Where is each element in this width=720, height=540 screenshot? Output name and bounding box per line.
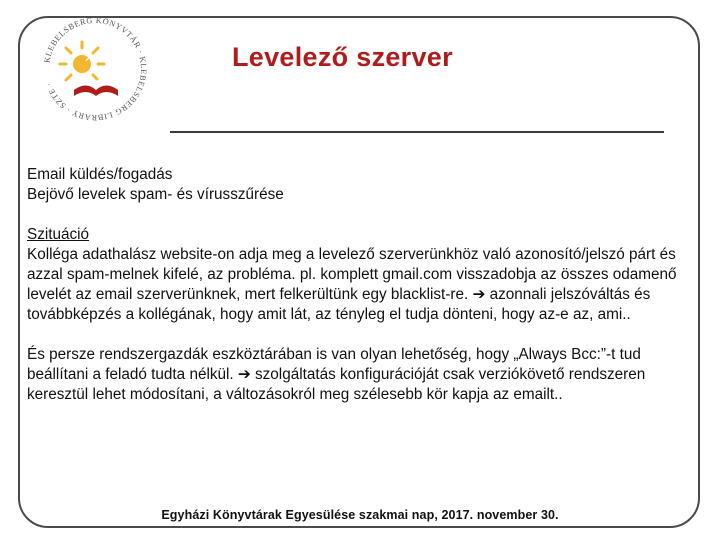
situation-paragraph — [27, 245, 692, 325]
intro-line-email: Email küldés/fogadás — [27, 166, 173, 183]
book-icon — [74, 86, 118, 97]
sun-icon — [60, 42, 104, 80]
logo-ring-text: KLEBELSBERG KÖNYVTÁR · KLEBELSBERG LIBRARY · SZTE · — [42, 15, 149, 123]
title-divider — [170, 131, 664, 133]
library-logo — [34, 8, 156, 130]
arrow-right-icon: ➔ — [472, 286, 486, 303]
situation-heading: Szituáció — [27, 226, 90, 243]
intro-line-filtering: Bejövő levelek spam- és vírusszűrése — [27, 186, 284, 203]
admin-resolution: szolgáltatás konfigurációját csak verziókövető rendszeren keresztül lehet módosítani, a változásokról meg szélesebb kör kapja az emailt.. — [27, 366, 646, 403]
admin-paragraph — [27, 345, 692, 405]
slide-footer: Egyházi Könyvtárak Egyesülése szakmai nap, 2017. november 30. — [161, 508, 559, 522]
slide-body — [27, 165, 692, 405]
situation-resolution: azonnali jelszóváltás és továbbképzés a kollégának, hogy amit lát, az tényleg el tudja dönteni, hogy az-e az, ami.. — [27, 286, 651, 323]
arrow-right-icon: ➔ — [237, 366, 251, 383]
slide-title: Levelező szerver — [232, 42, 453, 72]
situation-text: Kolléga adathalász website-on adja meg a levelező szerverünkhöz való azonosító/jelszó párt és azzal spam-melnek kifelé, az probléma. pl. komplett gmail.com visszadobja az összes odamenő levelét az email szerverünknek, mert felkerültünk egy blacklist-re. — [27, 246, 677, 303]
admin-text: És persze rendszergazdák eszköztárában is van olyan lehetőség, hogy „Always Bcc:”-t tud beállítani a feladó tudta nélkül. — [27, 346, 641, 383]
